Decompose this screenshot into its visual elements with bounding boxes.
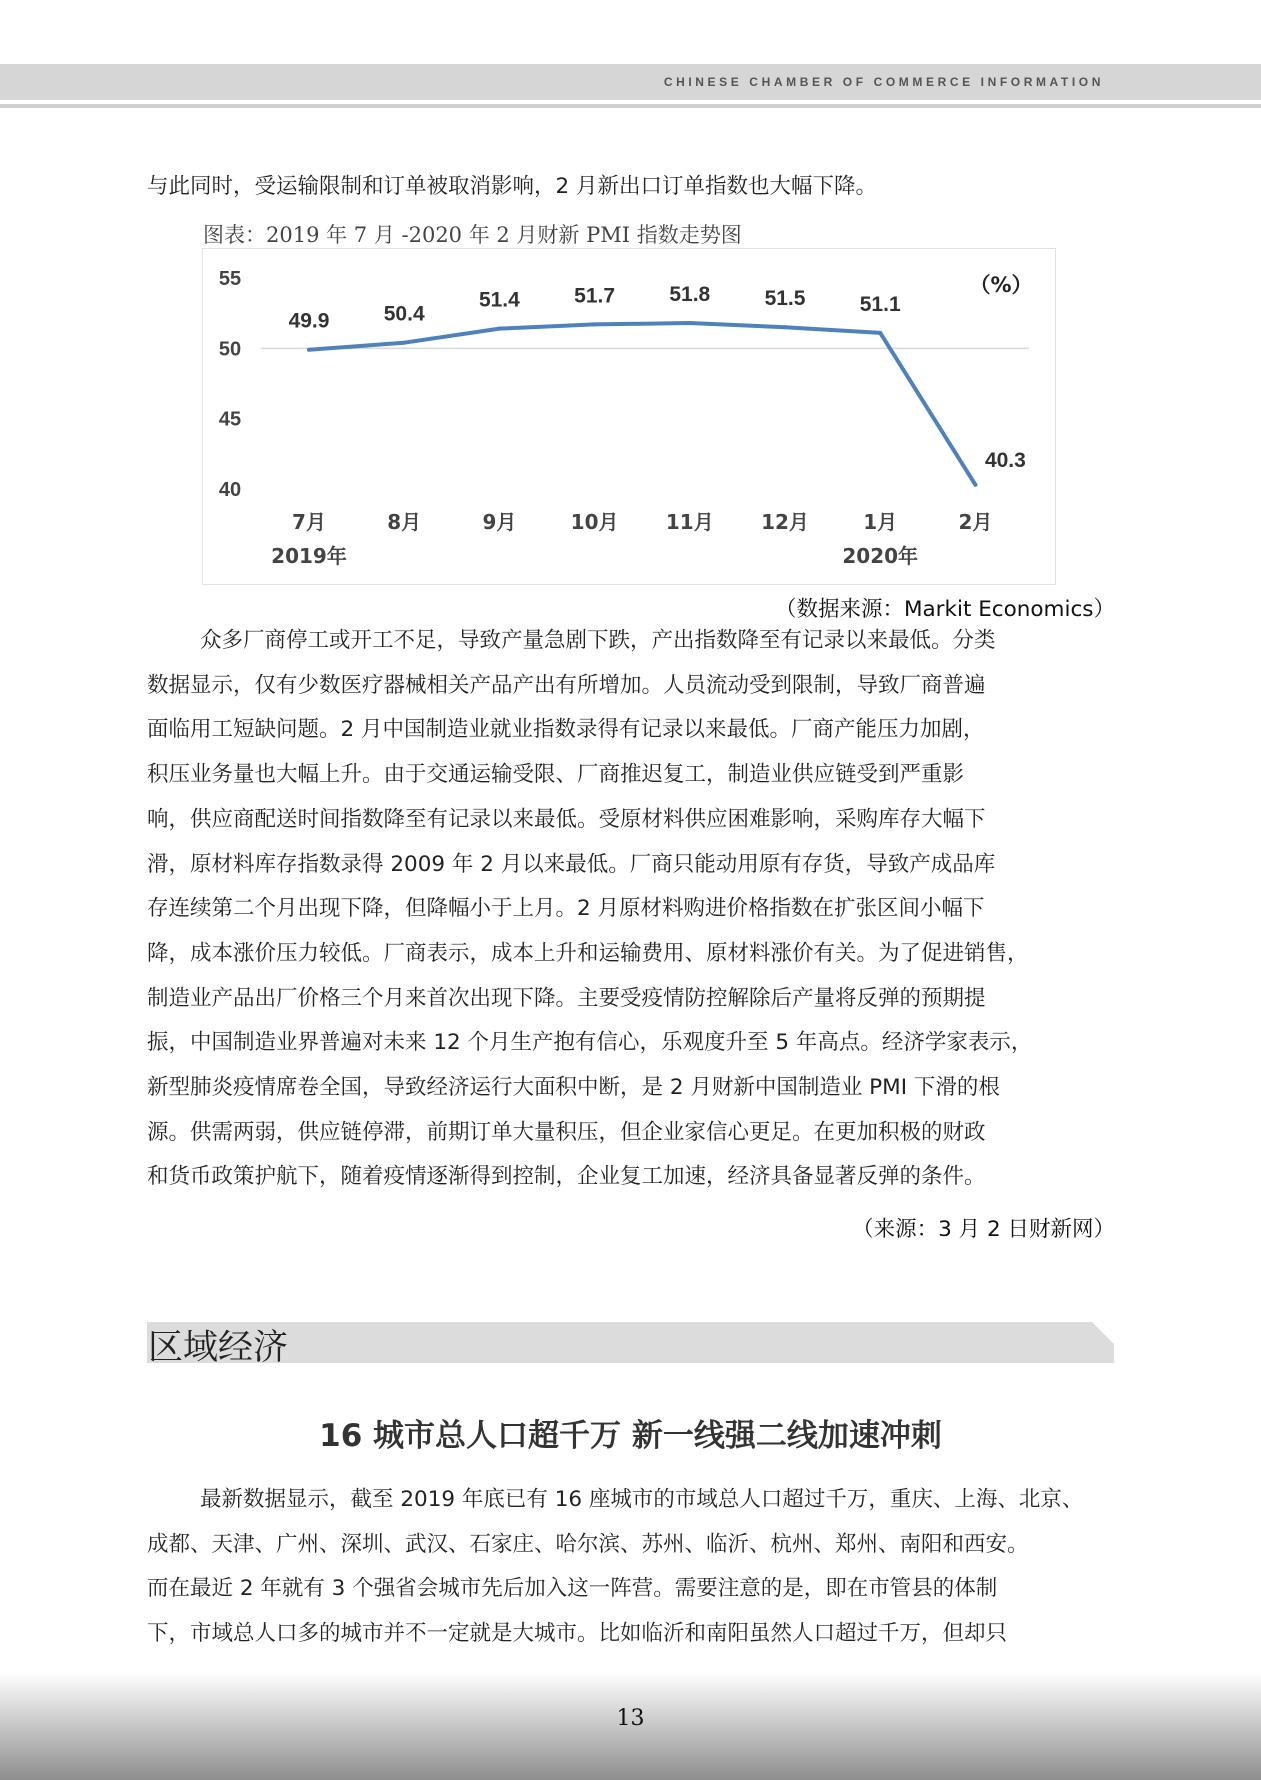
paragraph-line: 和货币政策护航下，随着疫情逐渐得到控制，企业复工加速，经济具备显著反弹的条件。 [147,1164,986,1190]
x-tick-label: 10月 [570,510,619,534]
article-source: （来源：3 月 2 日财新网） [852,1217,1115,1242]
paragraph-line: 众多厂商停工或开工不足，导致产量急剧下跌，产出指数降至有记录以来最低。分类 [200,628,996,653]
data-point [593,322,597,326]
section-banner-shape [147,1322,1114,1363]
data-point [878,331,882,335]
data-label: 51.7 [574,284,616,308]
chart-caption: 图表：2019 年 7 月 -2020 年 2 月财新 PMI 指数走势图 [203,223,742,247]
x-tick-label: 7月 [292,510,326,534]
y-tick-label: 40 [218,479,242,501]
article-headline: 16 城市总人口超千万 新一线强二线加速冲刺 [319,1418,942,1454]
x-tick-label: 1月 [863,510,898,534]
data-label: 51.8 [669,283,711,307]
paragraph-line: 振，中国制造业界普遍对未来 12 个月生产抱有信心，乐观度升至 5 年高点。经济学家表示， [147,1030,1033,1056]
intro-line: 与此同时，受运输限制和订单被取消影响，2 月新出口订单指数也大幅下降。 [147,174,878,199]
data-point [688,321,692,325]
data-point [307,348,311,352]
section-title: 区域经济 [148,1328,289,1368]
x-tick-label: 2月 [958,510,993,534]
paragraph-line: 面临用工短缺问题。2 月中国制造业就业指数录得有记录以来最低。厂商产能压力加剧， [147,717,985,743]
data-label: 50.4 [383,302,425,326]
data-label: 40.3 [984,448,1026,472]
y-tick-label: 55 [218,268,242,290]
y-tick-label: 45 [218,408,242,431]
paragraph-line: 积压业务量也大幅上升。由于交通运输受限、厂商推迟复工，制造业供应链受到严重影 [147,762,965,788]
header-title: CHINESE CHAMBER OF COMMERCE INFORMATION [663,75,1104,89]
paragraph-line: 而在最近 2 年就有 3 个强省会城市先后加入这一阵营。需要注意的是，即在市管县的体制 [147,1576,998,1602]
paragraph-line: 降，成本涨价压力较低。厂商表示，成本上升和运输费用、原材料涨价有关。为了促进销售， [147,940,1029,966]
x-year-label: 2019年 [271,544,347,568]
paragraph-line: 存连续第二个月出现下降，但降幅小于上月。2 月原材料购进价格指数在扩张区间小幅下 [147,896,985,922]
pmi-line-chart [203,249,1055,584]
chart-source: （数据来源：Markit Economics） [774,597,1115,622]
paragraph-line: 最新数据显示，截至 2019 年底已有 16 座城市的市域总人口超过千万，重庆、上海、北京、 [200,1487,1084,1512]
paragraph-line: 滑，原材料库存指数录得 2009 年 2 月以来最低。厂商只能动用原有存货，导致产成品库 [147,851,996,877]
data-label: 51.4 [478,288,520,312]
data-point [402,341,406,345]
pmi-series-line [309,323,975,485]
paragraph-line: 响，供应商配送时间指数降至有记录以来最低。受原材料供应困难影响，采购库存大幅下 [147,806,986,832]
data-point [497,327,501,331]
paragraph-line: 源。供需两弱，供应链停滞，前期订单大量积压，但企业家信心更足。在更加积极的财政 [147,1119,986,1145]
paragraph-line: 下，市域总人口多的城市并不一定就是大城市。比如临沂和南阳虽然人口超过千万，但却只 [147,1621,1008,1647]
x-tick-label: 8月 [387,510,422,534]
pmi-chart [202,248,1056,585]
y-tick-label: 50 [218,338,242,361]
section-banner [147,1322,1114,1363]
data-point [973,483,977,487]
x-tick-label: 12月 [761,510,809,534]
paragraph-line: 成都、天津、广州、深圳、武汉、石家庄、哈尔滨、苏州、临沂、杭州、郑州、南阳和西安。 [147,1531,1029,1557]
paragraph-line: 制造业产品出厂价格三个月来首次出现下降。主要受疫情防控解除后产量将反弹的预期提 [147,985,986,1011]
data-label: 51.1 [859,292,901,316]
x-tick-label: 11月 [665,510,714,534]
header-rule [0,104,1261,108]
paragraph-line: 新型肺炎疫情席卷全国，导致经济运行大面积中断，是 2 月财新中国制造业 PMI 下滑的根 [147,1075,1000,1100]
x-year-label: 2020年 [842,544,919,568]
x-tick-label: 9月 [482,510,517,534]
unit-label: （%） [969,273,1033,297]
data-label: 51.5 [764,287,806,311]
data-label: 49.9 [288,309,330,333]
data-point [783,325,787,329]
page-number: 13 [616,1706,645,1731]
paragraph-line: 数据显示，仅有少数医疗器械相关产品产出有所增加。人员流动受到限制，导致厂商普遍 [147,672,986,698]
